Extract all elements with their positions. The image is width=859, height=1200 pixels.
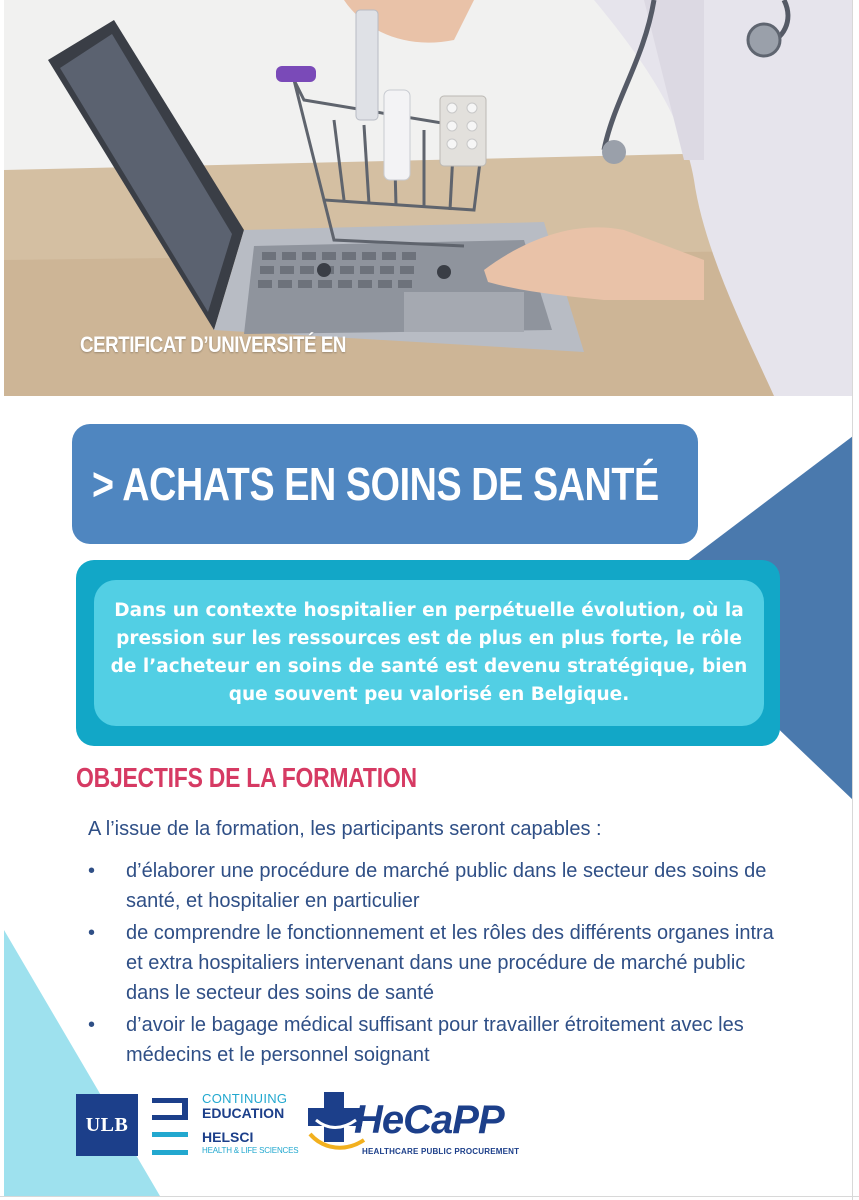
objective-text: de comprendre le fonctionnement et les rôles des différents organes intra et extra hospitaliers intervenant dans une procédure de marché public dans le secteur des soins de santé bbox=[126, 922, 774, 1004]
title-banner bbox=[72, 424, 698, 544]
objectives-heading: OBJECTIFS DE LA FORMATION bbox=[76, 762, 417, 793]
objectives-intro: A l’issue de la formation, les participants seront capables : bbox=[88, 818, 602, 840]
ulb-logo bbox=[76, 1094, 138, 1156]
bullet: • bbox=[88, 860, 96, 882]
bullet: • bbox=[88, 1014, 96, 1036]
bullet: • bbox=[88, 922, 96, 944]
hero-photo bbox=[4, 0, 853, 396]
hecapp-logo-name: HeCaPP bbox=[354, 1098, 504, 1142]
objective-text: d’élaborer une procédure de marché public dans le secteur des soins de santé, et hospitalier en particulier bbox=[126, 860, 767, 912]
hecapp-logo-subtitle: HEALTHCARE PUBLIC PROCUREMENT bbox=[362, 1147, 520, 1156]
intro-text: Dans un contexte hospitalier en perpétuelle évolution, où la pression sur les ressources est de plus en plus forte, le rôle de l’acheteur en soins de santé est devenu stratégique, bien que souvent peu valorisé en Belgique. bbox=[110, 600, 748, 705]
list-item bbox=[88, 918, 778, 1008]
ulb-logo-text: ULB bbox=[85, 1113, 129, 1136]
ce-line-health-life-sciences: HEALTH & LIFE SCIENCES bbox=[202, 1146, 299, 1155]
hero-caption: CERTIFICAT D’UNIVERSITÉ EN bbox=[80, 332, 347, 357]
list-item bbox=[88, 856, 778, 916]
page-edge-right bbox=[852, 0, 853, 1200]
objective-text: d’avoir le bagage médical suffisant pour travailler étroitement avec les médecins et le personnel soignant bbox=[126, 1014, 744, 1066]
intro-box bbox=[94, 580, 764, 726]
objectives-list bbox=[88, 856, 778, 1072]
page-title: > ACHATS EN SOINS DE SANTÉ bbox=[92, 458, 659, 510]
list-item bbox=[88, 1010, 778, 1070]
continuing-education-bars-icon bbox=[152, 1096, 192, 1160]
page-edge-bottom bbox=[0, 1196, 859, 1197]
ce-line-education: EDUCATION bbox=[202, 1105, 285, 1121]
ce-line-continuing: CONTINUING bbox=[202, 1091, 288, 1106]
ce-line-helsci: HELSCI bbox=[202, 1129, 254, 1145]
